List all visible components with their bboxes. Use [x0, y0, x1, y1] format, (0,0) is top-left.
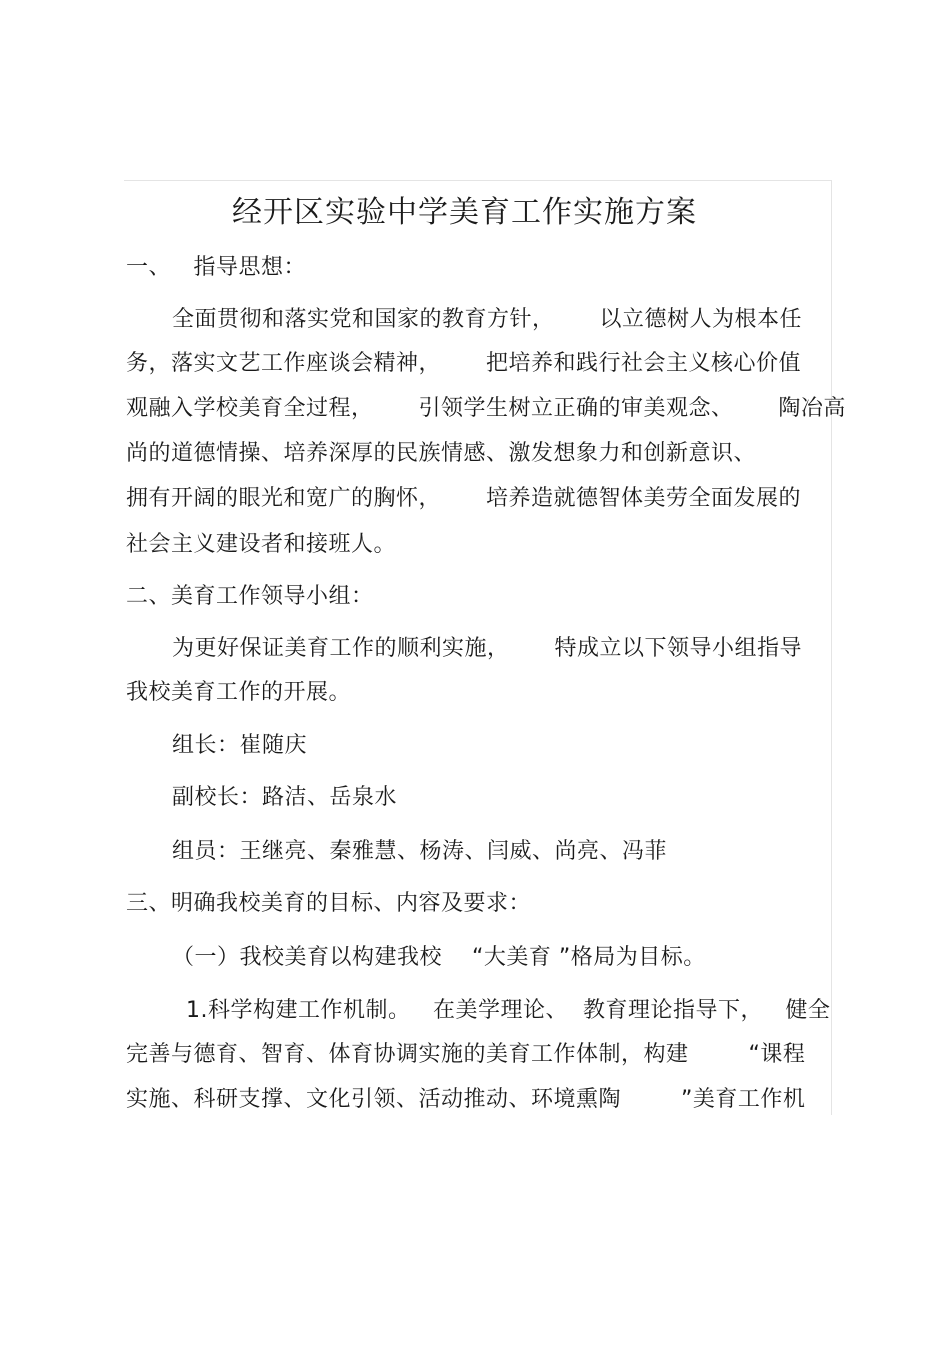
paragraph-line: 为更好保证美育工作的顺利实施， 特成立以下领导小组指导: [172, 636, 802, 661]
leader-line: 组长：崔随庆: [172, 733, 308, 758]
members-line: 组员：王继亮、秦雅慧、杨涛、闫威、尚亮、冯菲: [172, 839, 668, 864]
paragraph-line: 观融入学校美育全过程， 引领学生树立正确的审美观念、 陶冶高: [126, 396, 846, 421]
paragraph-line: 尚的道德情操、培养深厚的民族情感、激发想象力和创新意识、: [126, 441, 757, 466]
paragraph-line: 完善与德育、智育、体育协调实施的美育工作体制，构建 “课程: [126, 1042, 806, 1067]
document-title: 经开区实验中学美育工作实施方案: [232, 195, 697, 230]
paragraph-line: 实施、科研支撑、文化引领、活动推动、环境熏陶 ”美育工作机: [126, 1087, 806, 1112]
paragraph-line: 社会主义建设者和接班人。: [126, 532, 397, 557]
paragraph-line: 1.科学构建工作机制。 在美学理论、 教育理论指导下， 健全: [186, 998, 831, 1023]
section-heading-1: 一、 指导思想：: [126, 255, 306, 280]
vice-principal-line: 副校长：路洁、岳泉水: [172, 785, 398, 810]
paragraph-line: 全面贯彻和落实党和国家的教育方针， 以立德树人为根本任: [172, 307, 802, 332]
section-heading-2: 二、美育工作领导小组：: [126, 584, 374, 609]
paragraph-line: 我校美育工作的开展。: [126, 680, 352, 705]
paragraph-line: 拥有开阔的眼光和宽广的胸怀， 培养造就德智体美劳全面发展的: [126, 486, 801, 511]
subsection-heading: （一）我校美育以构建我校 “大美育 ”格局为目标。: [172, 945, 706, 970]
paragraph-line: 务，落实文艺工作座谈会精神， 把培养和践行社会主义核心价值: [126, 351, 801, 376]
section-heading-3: 三、明确我校美育的目标、内容及要求：: [126, 891, 532, 916]
